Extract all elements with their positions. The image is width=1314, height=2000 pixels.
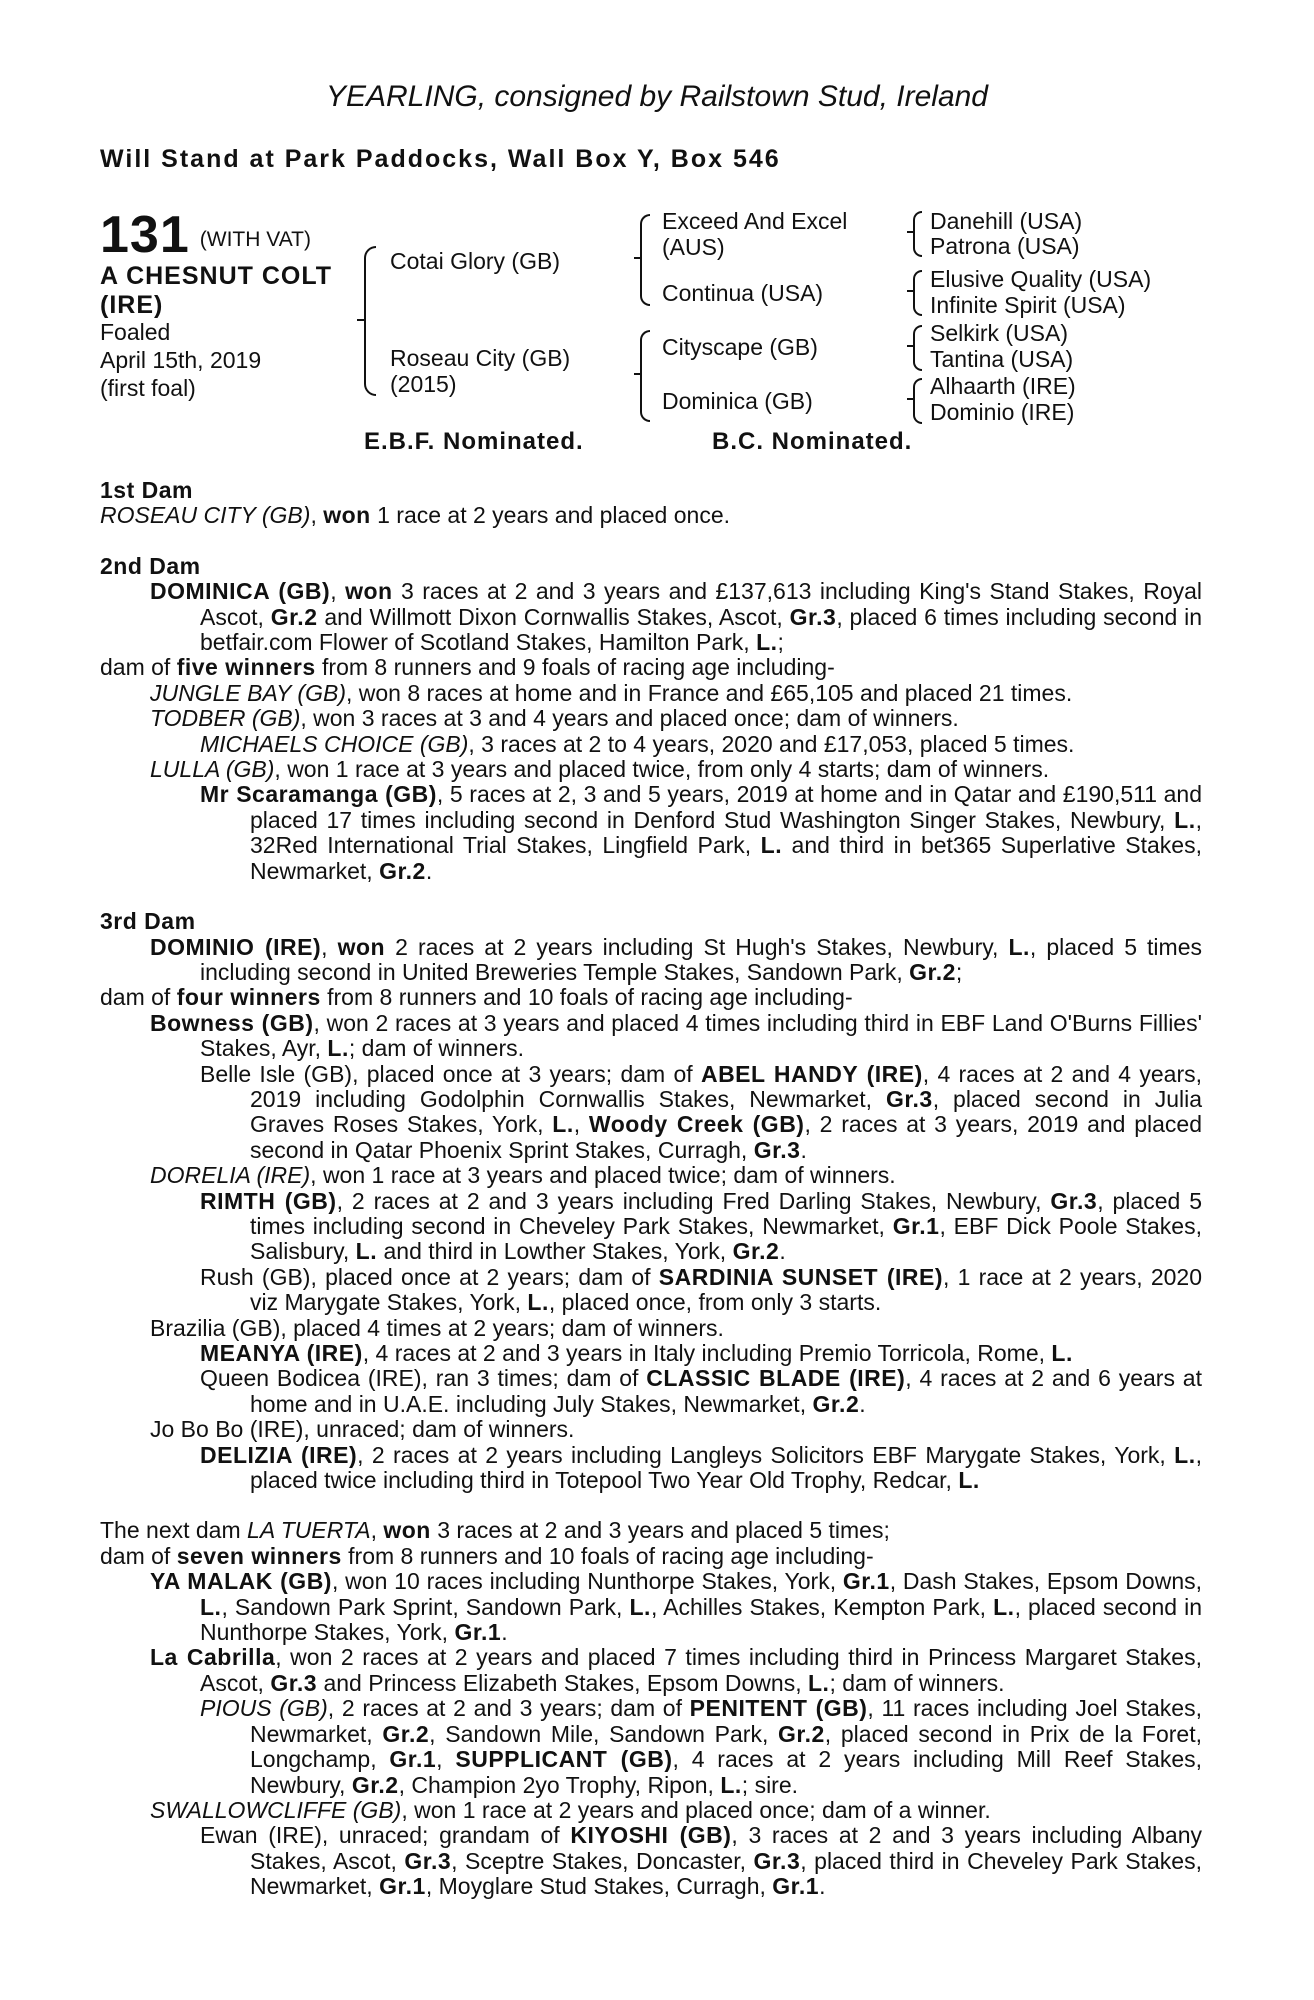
- granddam-4: Dominio (IRE): [930, 399, 1075, 425]
- foal-note: (first foal): [100, 375, 196, 401]
- horse-name: MEANYA (IRE): [200, 1340, 363, 1366]
- grade: L.: [1174, 1441, 1196, 1468]
- pedigree-bracket: [913, 325, 922, 371]
- grade: Gr.3: [789, 603, 837, 630]
- entry-text: , placed third in Cheveley Park Stakes, Newmarket,: [250, 1847, 1202, 1900]
- bc-nomination: B.C. Nominated.: [712, 428, 913, 455]
- grade: L.: [1051, 1340, 1073, 1366]
- entry-text: Brazilia (GB), placed 4 times at 2 years; dam of winners.: [150, 1314, 724, 1341]
- produce-entry: [100, 1062, 1202, 1164]
- grade: Gr.3: [753, 1136, 801, 1163]
- horse-name: DELIZIA (IRE): [200, 1441, 358, 1468]
- lot-number: 131: [100, 206, 190, 264]
- produce-entry: [100, 1366, 1202, 1417]
- sire-name: Cotai Glory (GB): [390, 248, 560, 274]
- horse-name: PENITENT (GB): [689, 1695, 868, 1722]
- horse-name: DOMINICA (GB): [150, 578, 331, 605]
- lot-description-line: A CHESNUT COLT: [100, 262, 333, 290]
- produce-entry: [100, 1569, 1202, 1645]
- grade: L.: [327, 1035, 349, 1062]
- entry-text: , placed 5 times including second in Cheveley Park Stakes, Newmarket,: [250, 1187, 1202, 1239]
- lot-description: [100, 262, 332, 320]
- grade: Gr.1: [389, 1746, 437, 1773]
- section-gap: [100, 884, 1202, 909]
- ebf-nomination: E.B.F. Nominated.: [364, 428, 584, 455]
- entry-text: dam of: [100, 654, 177, 681]
- produce-entry: [100, 757, 1202, 782]
- grade: Gr.2: [732, 1238, 780, 1265]
- horse-name: Bowness (GB): [150, 1009, 314, 1036]
- grade: Gr.3: [753, 1847, 801, 1874]
- entry-text: Ewan (IRE), unraced; grandam of: [200, 1822, 571, 1849]
- entry-text: , placed 5 times including second in United Breweries Temple Stakes, Sandown Park,: [200, 933, 1202, 985]
- horse-name: SUPPLICANT (GB): [455, 1746, 673, 1773]
- entry-text: , Dash Stakes, Epsom Downs,: [889, 1568, 1202, 1595]
- granddam-2: Infinite Spirit (USA): [930, 292, 1126, 318]
- pedigree-bracket-tip: [907, 231, 914, 233]
- produce-entry: [100, 732, 1202, 757]
- entry-text: .: [859, 1390, 866, 1417]
- entry-text: .: [425, 857, 433, 884]
- grade: Gr.2: [382, 1720, 430, 1747]
- foaled-label: Foaled: [100, 319, 171, 345]
- sire-sire-line: Exceed And Excel: [662, 208, 848, 234]
- foaled-date: April 15th, 2019: [100, 347, 262, 373]
- entry-text: ,: [436, 1746, 456, 1773]
- entry-text: , won 8 races at home and in France and £65,105 and placed 21 times.: [345, 679, 1073, 706]
- winners-count: four winners: [176, 984, 321, 1011]
- vat-note: (WITH VAT): [199, 228, 311, 251]
- grandsire-2: Elusive Quality (USA): [930, 266, 1152, 292]
- lot-header: [100, 205, 311, 265]
- horse-name: MICHAELS CHOICE (GB): [200, 730, 469, 757]
- horse-name: LA TUERTA: [247, 1517, 371, 1544]
- second-dam-entry: [100, 579, 1202, 655]
- horse-name: SARDINIA SUNSET (IRE): [658, 1263, 943, 1290]
- horse-name: DORELIA (IRE): [150, 1162, 311, 1189]
- entry-text: , placed second in Nunthorpe Stakes, York,: [200, 1593, 1202, 1646]
- entry-text: , placed once, from only 3 starts.: [548, 1289, 882, 1316]
- entry-text: .: [779, 1238, 786, 1265]
- grade: Gr.2: [379, 857, 426, 884]
- lot-description-line: (IRE): [100, 291, 164, 319]
- entry-text: ,: [330, 578, 346, 605]
- pedigree-bracket-tip: [907, 345, 914, 347]
- horse-name: ABEL HANDY (IRE): [700, 1060, 923, 1087]
- won-label: won: [383, 1517, 431, 1544]
- grade: L.: [200, 1593, 222, 1620]
- entry-text: 1 race at 2 years and placed once.: [370, 502, 731, 529]
- horse-name: PIOUS (GB): [200, 1695, 328, 1722]
- produce-summary: [100, 655, 1202, 680]
- consignment-line: YEARLING, consigned by Railstown Stud, Ireland: [325, 80, 988, 113]
- won-label: won: [345, 578, 393, 605]
- grade: Gr.1: [892, 1212, 940, 1239]
- horse-name: YA MALAK (GB): [150, 1568, 332, 1595]
- grade: L.: [720, 1771, 742, 1798]
- horse-name: DOMINIO (IRE): [150, 933, 322, 960]
- entry-text: , 4 races at 2 and 3 years in Italy including Premio Torricola, Rome,: [362, 1340, 1052, 1366]
- entry-text: , won 10 races including Nunthorpe Stakes, York,: [331, 1568, 843, 1595]
- entry-text: dam of: [100, 1542, 177, 1569]
- dam-dam-name: Dominica (GB): [662, 388, 813, 414]
- entry-text: Rush (GB), placed once at 2 years; dam of: [200, 1263, 659, 1290]
- produce-entry: [100, 1443, 1202, 1494]
- entry-text: , Champion 2yo Trophy, Ripon,: [398, 1771, 721, 1798]
- entry-text: and Willmott Dixon Cornwallis Stakes, Ascot,: [317, 603, 790, 630]
- section-gap: [100, 1493, 1202, 1518]
- grade: Gr.3: [1050, 1187, 1098, 1214]
- grade: L.: [527, 1289, 549, 1316]
- entry-text: ,: [321, 933, 338, 960]
- grade: Gr.2: [351, 1771, 399, 1798]
- entry-text: , won 2 races at 3 years and placed 4 times including third in EBF Land O'Burns Fillies' Stakes, Ayr,: [200, 1009, 1202, 1062]
- entry-text: ;: [955, 958, 963, 985]
- dam-year: (2015): [390, 371, 457, 397]
- grandsire-1: Danehill (USA): [930, 208, 1083, 234]
- entry-text: Queen Bodicea (IRE), ran 3 times; dam of: [200, 1365, 647, 1392]
- entry-text: , 2 races at 2 years including Langleys Solicitors EBF Marygate Stakes, York,: [357, 1441, 1175, 1468]
- grade: Gr.1: [842, 1568, 890, 1595]
- grade: Gr.3: [404, 1847, 452, 1874]
- pedigree-bracket: [913, 211, 922, 257]
- grandsire-3: Selkirk (USA): [930, 320, 1069, 346]
- horse-name: Mr Scaramanga (GB): [200, 781, 437, 808]
- grade: L.: [1008, 933, 1030, 960]
- entry-text: , Sandown Park Sprint, Sandown Park,: [221, 1593, 630, 1620]
- grade: L.: [1174, 806, 1196, 833]
- produce-summary: [100, 985, 1202, 1010]
- dam-name: [390, 345, 570, 397]
- entry-text: , placed second in Prix de la Foret, Longchamp,: [250, 1720, 1202, 1773]
- pedigree-bracket: [640, 214, 650, 306]
- entry-text: , placed twice including third in Totepool Two Year Old Trophy, Redcar,: [250, 1441, 1202, 1494]
- entry-text: .: [819, 1873, 826, 1900]
- entry-text: , placed second in Julia Graves Roses Stakes, York,: [250, 1085, 1202, 1138]
- entry-text: , 1 race at 2 years, 2020 viz Marygate Stakes, York,: [250, 1263, 1202, 1316]
- entry-text: ,: [573, 1111, 589, 1138]
- entry-text: ,: [370, 1517, 384, 1544]
- grade: L.: [355, 1238, 378, 1265]
- pedigree-bracket: [913, 270, 922, 316]
- entry-text: 2 races at 2 years including St Hugh's Stakes, Newbury,: [385, 933, 1009, 960]
- won-label: won: [337, 933, 386, 960]
- section-gap: [100, 529, 1202, 554]
- entry-text: ;: [777, 629, 784, 656]
- produce-entry: [100, 1645, 1202, 1696]
- horse-name: TODBER (GB): [150, 705, 301, 732]
- entry-text: 3 races at 2 and 3 years and £137,613 including King's Stand Stakes, Royal Ascot,: [200, 578, 1203, 630]
- grade: Gr.2: [270, 603, 318, 630]
- pedigree-notes: [100, 478, 1202, 1900]
- entry-text: , 4 races at 2 years including Mill Reef Stakes, Newbury,: [250, 1746, 1203, 1798]
- grade: Gr.1: [772, 1873, 820, 1900]
- grade: Gr.1: [454, 1619, 502, 1646]
- grade: Gr.2: [778, 1720, 825, 1747]
- winners-count: seven winners: [176, 1542, 342, 1569]
- entry-text: and Princess Elizabeth Stakes, Epsom Downs,: [317, 1669, 808, 1696]
- entry-text: , won 2 races at 2 years and placed 7 times including third in Princess Margaret Stakes, Ascot,: [200, 1644, 1202, 1696]
- entry-text: , 3 races at 2 to 4 years, 2020 and £17,053, placed 5 times.: [468, 730, 1075, 757]
- entry-text: from 8 runners and 9 foals of racing age including-: [315, 654, 835, 681]
- first-dam-heading: 1st Dam: [100, 477, 193, 503]
- entry-text: from 8 runners and 10 foals of racing age including-: [341, 1542, 874, 1569]
- produce-entry: [100, 706, 1202, 731]
- produce-entry: [100, 782, 1202, 884]
- entry-text: The next dam: [100, 1517, 248, 1544]
- entry-text: and third in Lowther Stakes, York,: [377, 1238, 733, 1265]
- horse-name: RIMTH (GB): [200, 1187, 337, 1214]
- entry-text: , 5 races at 2, 3 and 5 years, 2019 at home and in Qatar and £190,511 and placed 17 times including second in Denford Stud Washington Singer Stakes, Newbury,: [250, 781, 1202, 833]
- entry-text: Belle Isle (GB), placed once at 3 years; dam of: [200, 1060, 701, 1087]
- entry-text: .: [800, 1136, 807, 1163]
- next-dam-entry: [100, 1518, 1202, 1543]
- entry-text: , 4 races at 2 and 4 years, 2019 including Godolphin Cornwallis Stakes, Newmarket,: [250, 1060, 1202, 1112]
- horse-name: ROSEAU CITY (GB): [100, 502, 311, 529]
- horse-name: JUNGLE BAY (GB): [150, 679, 346, 706]
- foaling-info: [100, 318, 261, 402]
- grade: Gr.3: [270, 1669, 318, 1696]
- granddam-3: Tantina (USA): [930, 346, 1074, 372]
- produce-entry: [100, 1696, 1202, 1798]
- horse-name: La Cabrilla: [150, 1644, 276, 1671]
- entry-text: , 3 races at 2 and 3 years including Albany Stakes, Ascot,: [250, 1822, 1203, 1874]
- entry-text: , won 1 race at 3 years and placed twice; dam of winners.: [310, 1162, 896, 1189]
- entry-text: , won 1 race at 2 years and placed once; dam of a winner.: [401, 1796, 991, 1823]
- grade: L.: [993, 1593, 1015, 1620]
- pedigree-bracket-tip: [634, 257, 641, 259]
- produce-entry: [100, 1341, 1202, 1366]
- pedigree-bracket-tip: [634, 373, 641, 375]
- grade: Gr.2: [812, 1390, 860, 1417]
- stand-location: Will Stand at Park Paddocks, Wall Box Y, Box 546: [100, 145, 781, 173]
- horse-name: LULLA (GB): [150, 756, 275, 783]
- granddam-1: Patrona (USA): [930, 233, 1080, 259]
- produce-entry: [100, 1011, 1202, 1062]
- produce-entry: [100, 1798, 1202, 1823]
- grade: L.: [552, 1111, 574, 1138]
- entry-text: , 2 races at 2 and 3 years including Fred Darling Stakes, Newbury,: [336, 1187, 1051, 1214]
- entry-text: , 32Red International Trial Stakes, Lingfield Park,: [250, 806, 1202, 859]
- dam-name-line: Roseau City (GB): [390, 345, 571, 371]
- sire-dam-name: Continua (USA): [662, 280, 824, 306]
- entry-text: ; dam of winners.: [829, 1669, 1005, 1696]
- entry-text: , Achilles Stakes, Kempton Park,: [650, 1593, 994, 1620]
- sire-sire-line: (AUS): [662, 234, 725, 260]
- produce-entry: [100, 1417, 1202, 1442]
- winners-count: five winners: [176, 654, 316, 681]
- produce-entry: [100, 1163, 1202, 1188]
- grade: Gr.3: [885, 1085, 933, 1112]
- produce-entry: [100, 1316, 1202, 1341]
- entry-text: , 4 races at 2 and 6 years at home and in U.A.E. including July Stakes, Newmarket,: [250, 1365, 1202, 1417]
- entry-text: .: [501, 1619, 508, 1646]
- entry-text: , EBF Dick Poole Stakes, Salisbury,: [250, 1212, 1202, 1265]
- entry-text: , 11 races including Joel Stakes, Newmarket,: [250, 1695, 1202, 1747]
- produce-entry: [100, 681, 1202, 706]
- produce-entry: [100, 1189, 1202, 1265]
- separator: ,: [310, 502, 324, 529]
- second-dam-heading: 2nd Dam: [100, 552, 201, 579]
- sire-sire-name: [662, 208, 847, 260]
- grade: Gr.1: [379, 1873, 426, 1900]
- pedigree-bracket: [364, 246, 376, 396]
- grade: Gr.2: [909, 958, 956, 985]
- horse-name: CLASSIC BLADE (IRE): [646, 1365, 906, 1392]
- entry-text: , Moyglare Stud Stakes, Curragh,: [425, 1873, 773, 1900]
- entry-text: 3 races at 2 and 3 years and placed 5 times;: [430, 1517, 890, 1544]
- entry-text: ; sire.: [741, 1771, 799, 1798]
- entry-text: from 8 runners and 10 foals of racing age including-: [320, 984, 853, 1011]
- entry-text: , placed 6 times including second in betfair.com Flower of Scotland Stakes, Hamilton Park,: [200, 603, 1202, 656]
- grade: L.: [629, 1593, 651, 1620]
- grade: L.: [760, 832, 783, 859]
- entry-text: , won 1 race at 3 years and placed twice, from only 4 starts; dam of winners.: [274, 756, 1050, 783]
- pedigree-bracket: [913, 378, 922, 424]
- pedigree-bracket-tip: [907, 398, 914, 400]
- grade: L.: [958, 1467, 980, 1494]
- entry-text: , Sandown Mile, Sandown Park,: [429, 1720, 779, 1747]
- horse-name: KIYOSHI (GB): [570, 1822, 732, 1849]
- entry-text: Jo Bo Bo (IRE), unraced; dam of winners.: [150, 1416, 575, 1443]
- produce-entry: [100, 1265, 1202, 1316]
- entry-text: ; dam of winners.: [348, 1035, 525, 1062]
- pedigree-bracket-tip: [907, 290, 914, 292]
- third-dam-entry: [100, 935, 1202, 986]
- entry-text: , won 3 races at 3 and 4 years and placed once; dam of winners.: [300, 705, 959, 732]
- grade: L.: [807, 1669, 830, 1696]
- entry-text: and third in bet365 Superlative Stakes, Newmarket,: [250, 832, 1202, 884]
- grade: L.: [756, 629, 778, 656]
- first-dam-entry: [100, 503, 1202, 528]
- produce-entry: [100, 1823, 1202, 1899]
- grandsire-4: Alhaarth (IRE): [930, 373, 1076, 399]
- entry-text: dam of: [100, 984, 177, 1011]
- entry-text: , 2 races at 2 and 3 years; dam of: [327, 1695, 690, 1722]
- produce-summary: [100, 1544, 1202, 1569]
- pedigree-bracket: [640, 330, 650, 422]
- dam-sire-name: Cityscape (GB): [662, 334, 818, 360]
- horse-name: SWALLOWCLIFFE (GB): [150, 1796, 402, 1823]
- entry-text: , 2 races at 3 years, 2019 and placed second in Qatar Phoenix Sprint Stakes, Curragh,: [250, 1111, 1203, 1163]
- third-dam-heading: 3rd Dam: [100, 908, 196, 935]
- won-label: won: [323, 502, 371, 529]
- entry-text: , Sceptre Stakes, Doncaster,: [451, 1847, 754, 1874]
- pedigree-bracket-tip: [357, 319, 364, 321]
- horse-name: Woody Creek (GB): [588, 1111, 805, 1138]
